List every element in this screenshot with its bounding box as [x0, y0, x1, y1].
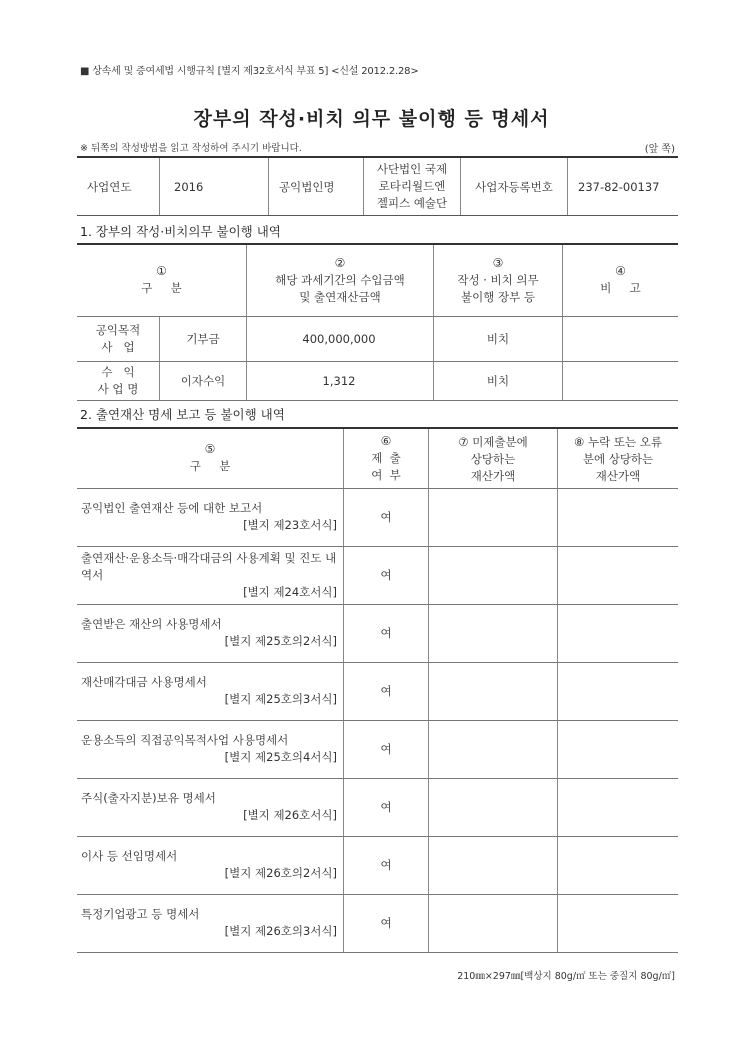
- report-item: [77, 894, 344, 952]
- col6-header: [344, 428, 429, 488]
- report-submitted: 여: [344, 662, 429, 720]
- col4-label: 비 고: [600, 281, 641, 296]
- reg-no-label: 사업자등록번호: [461, 157, 568, 216]
- col1-label: 구 분: [141, 281, 182, 296]
- row-amount: 1,312: [247, 361, 434, 400]
- section1-title: 1. 장부의 작성·비치의무 불이행 내역: [80, 224, 281, 239]
- report-item-title: 운용소득의 직접공익목적사업 사용명세서: [81, 733, 289, 747]
- row-category-line1: 공익목적: [95, 322, 141, 337]
- table-row: [77, 894, 678, 952]
- row-category-line1: 수 익: [101, 364, 135, 379]
- row-category-line2: 사 업 명: [97, 381, 139, 396]
- report-submitted: 여: [344, 894, 429, 952]
- table-row: [77, 546, 678, 604]
- col7-line2: 상당하는: [470, 452, 516, 466]
- col4-num: ④: [615, 264, 626, 279]
- report-item: [77, 546, 344, 604]
- table-row: [77, 836, 678, 894]
- table-row: [77, 778, 678, 836]
- row-item: 이자수익: [160, 361, 247, 400]
- table-row: [77, 662, 678, 720]
- col2-header: [247, 244, 434, 316]
- report-submitted: 여: [344, 778, 429, 836]
- col8-header: [558, 428, 679, 488]
- report-item-title: 주식(출자지분)보유 명세서: [81, 791, 216, 805]
- row-status: 비치: [434, 361, 563, 400]
- col1-header: [77, 244, 247, 316]
- report-submitted: 여: [344, 604, 429, 662]
- report-item: [77, 604, 344, 662]
- row-category-line2: 사 업: [101, 339, 135, 354]
- report-omitted-value: [558, 720, 679, 778]
- org-name-line1: 사단법인 국제: [376, 162, 448, 176]
- report-item-title: 공익법인 출연재산 등에 대한 보고서: [81, 501, 263, 515]
- org-name-value: [364, 157, 461, 216]
- report-omitted-value: [558, 546, 679, 604]
- report-unsubmitted-value: [429, 488, 558, 546]
- paper-spec-footer: 210㎜×297㎜[백상지 80g/㎡ 또는 중질지 80g/㎡]: [457, 971, 675, 982]
- report-item-form: [별지 제25호의3서식]: [224, 692, 337, 706]
- col4-header: [563, 244, 679, 316]
- section2-title: 2. 출연재산 명세 보고 등 불이행 내역: [80, 407, 285, 422]
- form-reference-note: ■ 상속세 및 증여세법 시행규칙 [별지 제32호서식 부표 5] <신설 2012.2.28>: [80, 66, 419, 77]
- col3-line2: 불이행 장부 등: [461, 289, 535, 304]
- page-title: 장부의 작성·비치 의무 불이행 등 명세서: [193, 108, 550, 130]
- col7-header: [429, 428, 558, 488]
- page-side-label: (앞 쪽): [644, 144, 675, 155]
- col5-num: ⑤: [204, 442, 216, 457]
- report-omitted-value: [558, 894, 679, 952]
- report-unsubmitted-value: [429, 604, 558, 662]
- report-item-form: [별지 제25호의2서식]: [224, 634, 337, 648]
- row-amount: 400,000,000: [247, 316, 434, 361]
- org-name-label: 공익법인명: [269, 157, 364, 216]
- table-row: [77, 488, 678, 546]
- report-item-title: 특정기업광고 등 명세서: [81, 907, 200, 921]
- report-unsubmitted-value: [429, 836, 558, 894]
- row-status: 비치: [434, 316, 563, 361]
- report-omitted-value: [558, 778, 679, 836]
- report-submitted: 여: [344, 488, 429, 546]
- table-row: [77, 361, 678, 400]
- report-unsubmitted-value: [429, 778, 558, 836]
- org-name-line3: 젤피스 예술단: [376, 196, 448, 210]
- report-omitted-value: [558, 836, 679, 894]
- report-submitted: 여: [344, 836, 429, 894]
- col5-label: 구 분: [189, 459, 231, 474]
- report-item-form: [별지 제26호서식]: [243, 808, 337, 822]
- report-item-form: [별지 제24호서식]: [243, 584, 337, 599]
- report-unsubmitted-value: [429, 662, 558, 720]
- report-item-title: 재산매각대금 사용명세서: [81, 675, 207, 689]
- col2-line1: 해당 과세기간의 수입금액: [275, 272, 405, 287]
- col3-header: [434, 244, 563, 316]
- report-item-title: 출연받은 재산의 사용명세서: [81, 617, 222, 631]
- report-item-form: [별지 제26호의3서식]: [224, 924, 337, 938]
- col3-line1: 작성 · 비치 의무: [457, 272, 539, 287]
- col8-line1: ⑧ 누락 또는 오류: [574, 435, 662, 449]
- col3-num: ③: [492, 255, 504, 270]
- row-note: [563, 316, 679, 361]
- report-item-title: 이사 등 선임명세서: [81, 849, 178, 863]
- report-omitted-value: [558, 662, 679, 720]
- table-row: [77, 604, 678, 662]
- fiscal-year-value: 2016: [160, 157, 269, 216]
- report-unsubmitted-value: [429, 720, 558, 778]
- report-item-form: [별지 제25호의4서식]: [224, 750, 337, 764]
- report-item: [77, 662, 344, 720]
- ledger-table: [77, 243, 678, 401]
- org-name-line2: 로타리월드엔: [378, 179, 446, 193]
- col8-line3: 재산가액: [595, 469, 641, 483]
- row-note: [563, 361, 679, 400]
- report-omitted-value: [558, 488, 679, 546]
- report-item: [77, 720, 344, 778]
- report-submitted: 여: [344, 720, 429, 778]
- col1-num: ①: [156, 264, 167, 279]
- col6-line2: 여 부: [371, 467, 401, 482]
- report-unsubmitted-value: [429, 546, 558, 604]
- report-item: [77, 836, 344, 894]
- report-unsubmitted-value: [429, 894, 558, 952]
- col7-line1: ⑦ 미제출분에: [458, 435, 528, 449]
- info-table: [77, 156, 678, 216]
- report-item: [77, 778, 344, 836]
- instruction-note: ※ 뒤쪽의 작성방법을 읽고 작성하여 주시기 바랍니다.: [80, 143, 302, 154]
- reg-no-value: 237-82-00137: [568, 157, 679, 216]
- report-omitted-value: [558, 604, 679, 662]
- col6-num: ⑥: [380, 433, 392, 448]
- table-row: [77, 720, 678, 778]
- col6-line1: 제 출: [371, 450, 401, 465]
- col7-line3: 재산가액: [470, 469, 516, 483]
- row-category: [77, 316, 160, 361]
- col2-line2: 및 출연재산금액: [299, 289, 381, 304]
- report-item-form: [별지 제23호서식]: [243, 518, 337, 532]
- report-item: [77, 488, 344, 546]
- table-row: [77, 316, 678, 361]
- row-category: [77, 361, 160, 400]
- report-submitted: 여: [344, 546, 429, 604]
- col8-line2: 분에 상당하는: [582, 452, 654, 466]
- col5-header: [77, 428, 344, 488]
- row-item: 기부금: [160, 316, 247, 361]
- col2-num: ②: [334, 255, 346, 270]
- fiscal-year-label: 사업연도: [77, 157, 160, 216]
- report-item-form: [별지 제26호의2서식]: [224, 866, 337, 880]
- report-item-title: 출연재산·운용소득·매각대금의 사용계획 및 진도 내역서: [81, 550, 337, 582]
- report-table: [77, 427, 678, 953]
